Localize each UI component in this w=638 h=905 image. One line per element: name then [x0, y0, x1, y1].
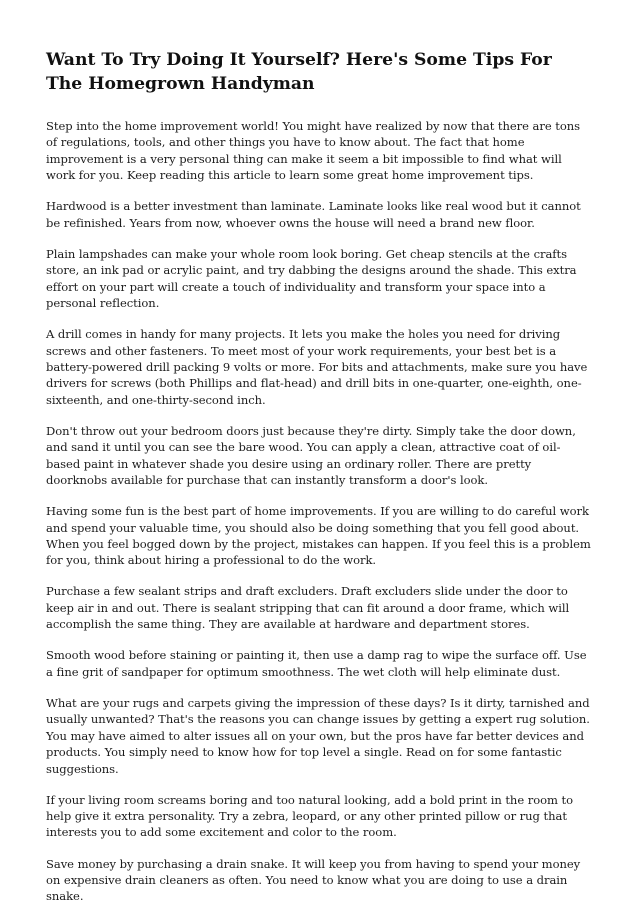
paragraph-drill: A drill comes in handy for many projects. It lets you make the holes you need for driving screws and other fasteners. To meet most of your work requirements, your best bet is a battery-powered drill packing 9 volts or more. For bits and attachments, make sure you have drivers for screws (both Phillips and flat-head) and drill bits in one-quarter, one-eighth, one-sixteenth, and one-thirty-second inch.	[46, 327, 588, 407]
paragraph-hardwood: Hardwood is a better investment than laminate. Laminate looks like real wood but it cannot be refinished. Years from now, whoever owns the house will need a brand new floor.	[46, 199, 581, 230]
document-title: Want To Try Doing It Yourself? Here's Some Tips For The Homegrown Handyman	[46, 50, 552, 94]
paragraph-rugs: What are your rugs and carpets giving the impression of these days? Is it dirty, tarnished and usually unwanted? That's the reasons you can change issues by getting a expert rug solution. You may have aimed to alter issues all on your own, but the pros have far better devices and products. You simply need to know how for top level a single. Read on for some fantastic suggestions.	[46, 695, 590, 776]
paragraph-doors: Don't throw out your bedroom doors just because they're dirty. Simply take the door down, and sand it until you can see the bare wood. You can apply a clean, attractive coat of oil-based paint in whatever shade you desire using an ordinary roller. There are pretty doorknobs available for purchase that can instantly transform a door's look.	[46, 423, 576, 488]
paragraph-living-room: If your living room screams boring and too natural looking, add a bold print in the room to help give it extra personality. Try a zebra, leopard, or any other printed pillow or rug that interests you to add some excitement and color to the room.	[46, 792, 574, 840]
paragraph-sealant: Purchase a few sealant strips and draft excluders. Draft excluders slide under the door to keep air in and out. There is sealant stripping that can fit around a door frame, which will accomplish the same thing. They are available at hardware and department stores.	[46, 584, 570, 632]
paragraph-lampshades: Plain lampshades can make your whole room look boring. Get cheap stencils at the crafts store, an ink pad or acrylic paint, and try dabbing the designs around the shade. This extra effort on your part will create a touch of individuality and transform your space into a personal reflection.	[46, 246, 577, 311]
paragraph-smooth-wood: Smooth wood before staining or painting it, then use a damp rag to wipe the surface off. Use a fine grit of sandpaper for optimum smoothness. The wet cloth will help eliminate dust.	[46, 648, 587, 679]
paragraph-drain-snake: Save money by purchasing a drain snake. It will keep you from having to spend your money on expensive drain cleaners as often. You need to know what you are doing to use a drain snake.	[46, 856, 581, 904]
paragraph-intro: Step into the home improvement world! You might have realized by now that there are tons of regulations, tools, and other things you have to know about. The fact that home improvement is a very personal thing can make it seem a bit impossible to find what will work for you. Keep reading this article to learn some great home improvement tips.	[46, 119, 581, 183]
paragraph-fun: Having some fun is the best part of home improvements. If you are willing to do careful work and spend your valuable time, you should also be doing something that you fell good about. When you feel bogged down by the project, mistakes can happen. If you feel this is a problem for you, think about hiring a professional to do the work.	[46, 504, 591, 568]
